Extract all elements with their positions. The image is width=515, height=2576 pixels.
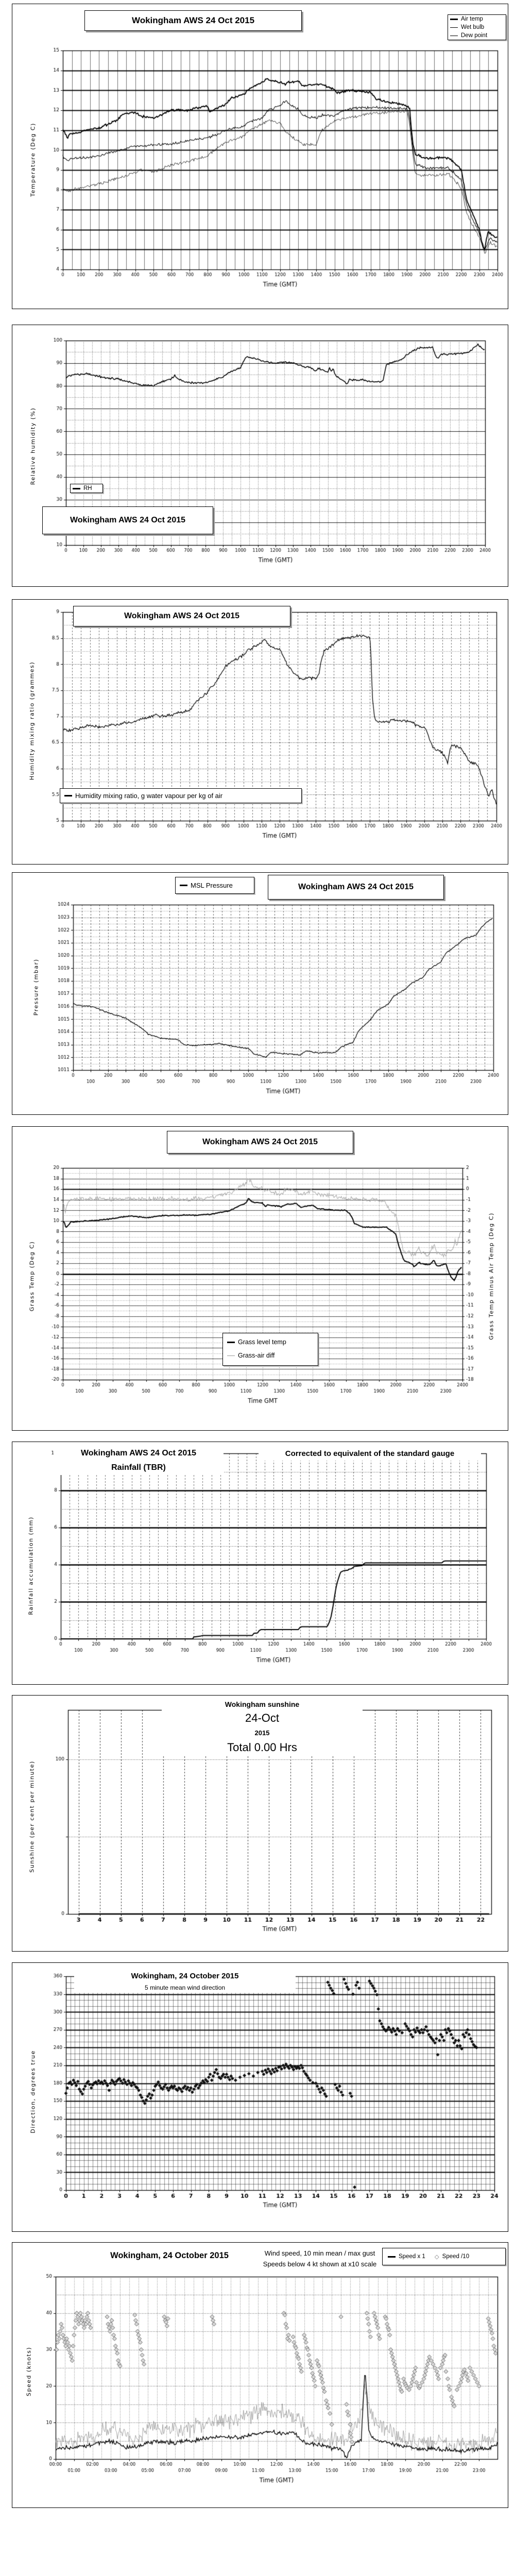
chart-title: Wokingham AWS 24 Oct 2015 [42,506,213,534]
wet-bulb-line-swatch [450,27,458,28]
chart-title-block [54,1446,224,1475]
sunshine-chart [12,1695,508,1952]
y-axis-label: Rainfall accumulation (mm) [27,1516,35,1615]
legend [60,788,302,803]
relative-humidity-chart [12,325,508,587]
air-temp-line-swatch [450,19,458,20]
wind-direction-chart [12,1962,508,2232]
legend-item: Air temp [448,15,506,23]
wind-speed-chart [12,2242,508,2508]
temperature-plot-canvas [12,4,508,309]
chart-subtitle: Wind speed, 10 min mean / max gust [264,2249,375,2257]
y-axis-label: Temperature (Deg C) [29,123,37,197]
legend-item: Grass-air diff [223,1349,318,1365]
y-axis-label: Sunshine (per cent per minute) [28,1760,36,1873]
chart-title-block [74,1970,296,1993]
chart-title: Wokingham AWS 24 Oct 2015 [73,606,290,626]
chart-title: Wokingham AWS 24 Oct 2015 [167,1131,353,1154]
legend [175,877,254,894]
temperature-chart [12,4,508,309]
grass-air-diff-line-swatch [227,1355,235,1356]
chart-title-block [162,1699,363,1755]
legend-item: RH [71,484,102,493]
y-axis-label: Humidity mixing ratio (grammes) [28,661,36,781]
legend-item: MSL Pressure [176,877,254,893]
pressure-chart [12,872,508,1115]
chart-subtitle: 5 minute mean wind direction [144,1984,226,1991]
mixing-ratio-plot-canvas [12,600,508,864]
chart-title: Wokingham, 24 October 2015 [131,1972,239,1980]
sunshine-total: Total 0.00 Hrs [227,1741,297,1754]
chart-year: 2015 [254,1729,270,1737]
chart-title: Wokingham, 24 October 2015 [84,2251,254,2261]
speed-diamond-swatch: ◇ [434,2254,439,2260]
mixing-ratio-chart [12,599,508,865]
rainfall-chart [12,1442,508,1685]
legend-item: Grass level temp [223,1333,318,1349]
wind-direction-plot-canvas [12,1963,508,2231]
chart-title: Wokingham AWS 24 Oct 2015 [84,10,302,31]
chart-date: 24-Oct [245,1711,280,1724]
chart-subtitle: Rainfall (TBR) [111,1463,166,1472]
wind-speed-plot-canvas [12,2243,508,2507]
legend-item: ◇ Speed /10 [434,2253,470,2260]
y-axis-label: Direction, degrees true [29,2050,37,2133]
legend-item: Dew point [448,31,506,40]
chart-title: Wokingham AWS 24 Oct 2015 [80,1449,197,1458]
grass-temperature-chart [12,1126,508,1431]
grass-temp-plot-canvas [12,1127,508,1430]
legend [70,484,103,493]
grass-temp-line-swatch [227,1342,235,1343]
chart-scale-note: Speeds below 4 kt shown at x10 scale [263,2260,377,2268]
legend [448,14,506,40]
y-axis-label: Relative humidity (%) [29,407,37,485]
legend-item: Speed x 1 [388,2253,425,2260]
speed-line-swatch [388,2256,396,2258]
chart-title: Wokingham AWS 24 Oct 2015 [268,875,444,900]
chart-subtitle-block [235,2248,405,2269]
legend-item: Wet bulb [448,23,506,31]
humidity-plot-canvas [12,325,508,586]
y-axis-label: Pressure (mbar) [32,958,40,1016]
pressure-line-swatch [180,885,187,886]
y-axis-label: Grass Temp (Deg C) [28,1241,36,1312]
legend-item: Humidity mixing ratio, g water vapour per kg of air [60,789,301,803]
legend [382,2248,506,2265]
y2-axis-label: Grass Temp minus Air Temp (Deg C) [488,1212,495,1340]
mixing-ratio-line-swatch [64,795,72,796]
y-axis-label: Speed (knots) [25,2346,32,2397]
rainfall-plot-canvas [12,1442,508,1684]
chart-title: Wokingham sunshine [225,1700,300,1708]
rh-line-swatch [73,488,80,489]
pressure-plot-canvas [12,873,508,1114]
legend [222,1333,318,1366]
correction-note: Corrected to equivalent of the standard gauge [259,1447,481,1461]
